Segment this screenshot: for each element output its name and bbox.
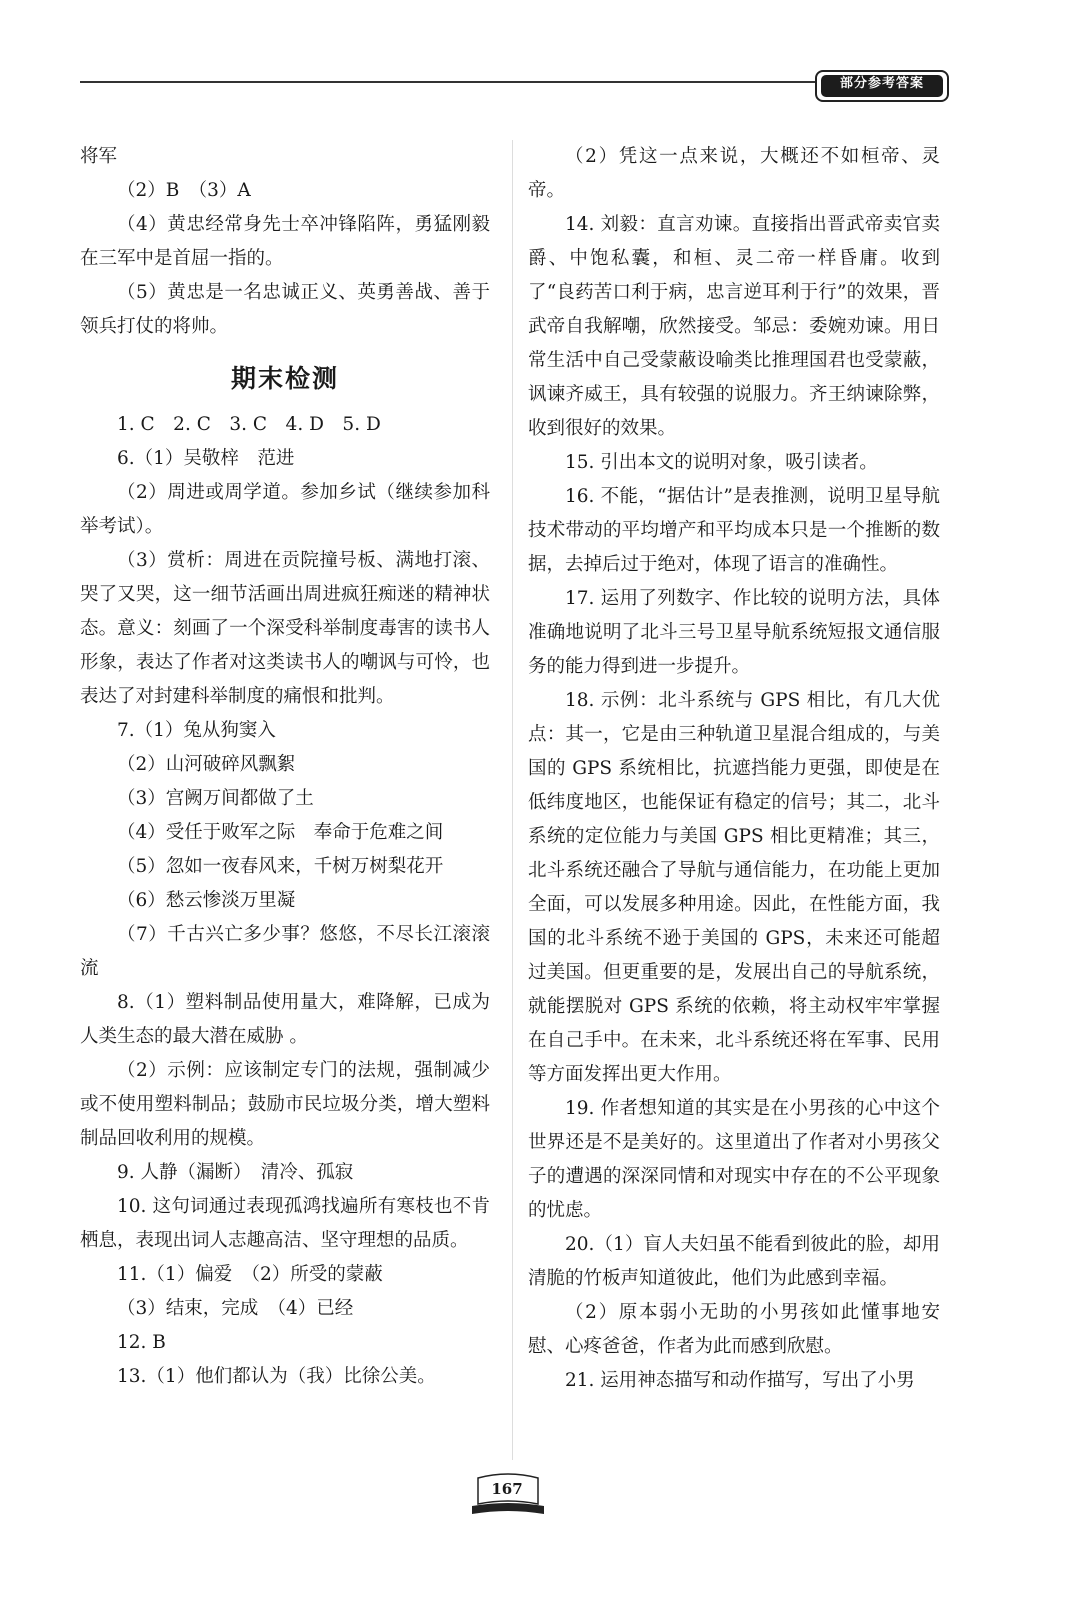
answer-paragraph: （3）赏析：周进在贡院撞号板、满地打滚、哭了又哭，这一细节活画出周进疯狂痴迷的精神状态。意义：刻画了一个深受科举制度毒害的读书人形象，表达了作者对这类读书人的嘲讽与可怜，也表达了对封建科举制度的痛恨和批判。 — [80, 550, 490, 707]
section-title: 期末检测 — [230, 364, 339, 393]
answer-paragraph: 11.（1）偏爱 （2）所受的蒙蔽 — [117, 1264, 383, 1285]
answer-paragraph: （2）凭这一点来说，大概还不如桓帝、灵帝。 — [528, 146, 940, 201]
header-badge-label: 部分参考答案 — [821, 75, 943, 97]
answer-paragraph: 19. 作者想知道的其实是在小男孩的心中这个世界还是不是美好的。这里道出了作者对小男孩父子的遭遇的深深同情和对现实中存在的不公平现象的忧虑。 — [528, 1098, 940, 1221]
answer-paragraph: 15. 引出本文的说明对象，吸引读者。 — [565, 452, 878, 473]
answer-paragraph: 21. 运用神态描写和动作描写，写出了小男 — [565, 1370, 915, 1391]
page-number: 167 — [491, 1480, 523, 1498]
header-rule — [80, 81, 815, 83]
answer-paragraph: （4）黄忠经常身先士卒冲锋陷阵，勇猛刚毅在三军中是首屈一指的。 — [80, 214, 490, 269]
right-column — [528, 140, 940, 1398]
answer-paragraph: （5）黄忠是一名忠诚正义、英勇善战、善于领兵打仗的将帅。 — [80, 282, 490, 337]
answer-paragraph: 20.（1）盲人夫妇虽不能看到彼此的脸，却用清脆的竹板声知道彼此，他们为此感到幸福。 — [528, 1234, 940, 1289]
answer-paragraph: （7）千古兴亡多少事？悠悠，不尽长江滚滚流 — [80, 924, 490, 979]
answer-paragraph: （2）示例：应该制定专门的法规，强制减少或不使用塑料制品；鼓励市民垃圾分类，增大塑料制品回收利用的规模。 — [80, 1060, 490, 1149]
column-divider — [512, 140, 513, 1460]
answer-paragraph: 将军 — [80, 146, 118, 167]
answer-paragraph: 18. 示例：北斗系统与 GPS 相比，有几大优点：其一，它是由三种轨道卫星混合组成的，与美国的 GPS 系统相比，抗遮挡能力更强，即使是在低纬度地区，也能保证有稳定的信号；其二，北斗系统的定位能力与美国 GPS 相比更精准；其三，北斗系统还融合了导航与通信能力，在功能上更加全面，可以发展多种用途。因此，在性能方面，我国的北斗系统不逊于美国的 GPS，未来还可能超过美国。但更重要的是，发展出自己的导航系统，就能摆脱对 GPS 系统的依赖，将主动权牢牢掌握在自己手中。在未来，北斗系统还将在军事、民用等方面发挥出更大作用。 — [528, 690, 940, 1085]
answer-paragraph: （2）山河破碎风飘絮 — [117, 754, 296, 775]
answer-paragraph: 9. 人静（漏断） 清冷、孤寂 — [117, 1162, 354, 1183]
answer-paragraph: 10. 这句词通过表现孤鸿找遍所有寒枝也不肯栖息，表现出词人志趣高洁、坚守理想的品质。 — [80, 1196, 490, 1251]
answer-paragraph: （3）宫阙万间都做了土 — [117, 788, 314, 809]
answer-paragraph: 13.（1）他们都认为（我）比徐公美。 — [117, 1366, 436, 1387]
answer-paragraph: 1. C 2. C 3. C 4. D 5. D — [117, 414, 381, 435]
answer-paragraph: （2）B （3）A — [117, 180, 251, 201]
answer-paragraph: （3）结束，完成 （4）已经 — [117, 1298, 354, 1319]
answer-paragraph: 17. 运用了列数字、作比较的说明方法，具体准确地说明了北斗三号卫星导航系统短报文通信服务的能力得到进一步提升。 — [528, 588, 940, 677]
answer-paragraph: （4）受任于败军之际 奉命于危难之间 — [117, 822, 444, 843]
answer-paragraph: 16. 不能，“据估计”是表推测，说明卫星导航技术带动的平均增产和平均成本只是一个推断的数据，去掉后过于绝对，体现了语言的准确性。 — [528, 486, 940, 575]
answer-paragraph: （2）周进或周学道。参加乡试（继续参加科举考试）。 — [80, 482, 490, 537]
answer-paragraph: 6.（1）吴敬梓 范进 — [117, 448, 295, 469]
answer-paragraph: （5）忽如一夜春风来，千树万树梨花开 — [117, 856, 444, 877]
answer-paragraph: （2）原本弱小无助的小男孩如此懂事地安慰、心疼爸爸，作者为此而感到欣慰。 — [528, 1302, 940, 1357]
answer-paragraph: 7.（1）兔从狗窦入 — [117, 720, 276, 741]
left-column — [80, 140, 490, 1394]
header-badge — [815, 70, 949, 102]
answer-paragraph: 14. 刘毅：直言劝谏。直接指出晋武帝卖官卖爵、中饱私囊，和桓、灵二帝一样昏庸。收到了“良药苦口利于病，忠言逆耳利于行”的效果，晋武帝自我解嘲，欣然接受。邹忌：委婉劝谏。用日常生活中自己受蒙蔽设喻类比推理国君也受蒙蔽，讽谏齐威王，具有较强的说服力。齐王纳谏除弊，收到很好的效果。 — [528, 214, 940, 439]
answer-paragraph: （6）愁云惨淡万里凝 — [117, 890, 296, 911]
answer-paragraph: 12. B — [117, 1332, 166, 1353]
answer-paragraph: 8.（1）塑料制品使用量大，难降解，已成为人类生态的最大潜在威胁 。 — [80, 992, 490, 1047]
